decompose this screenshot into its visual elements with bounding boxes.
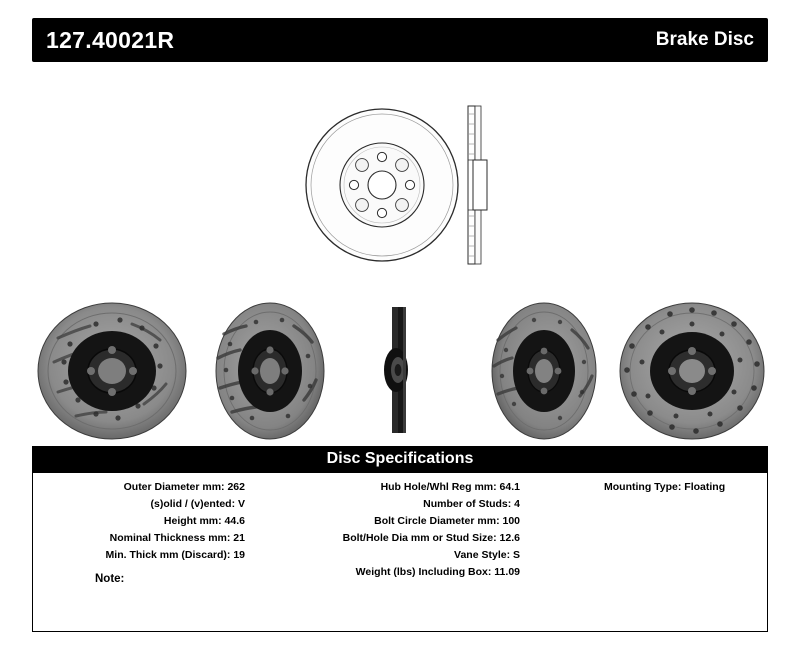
- spec-row: Bolt/Hole Dia mm or Stud Size: 12.6: [342, 532, 520, 544]
- spec-column-right: [548, 479, 769, 496]
- brake-disc-face-diagram: [305, 108, 460, 263]
- spec-row: Outer Diameter mm: 262: [123, 481, 245, 493]
- page-title: Brake Disc: [655, 29, 754, 50]
- brake-rotor-drilled-face-photo: [618, 300, 768, 442]
- spec-column-left: [33, 479, 283, 564]
- brake-rotor-rear-angled-photo: [480, 300, 612, 442]
- spec-row: Weight (lbs) Including Box: 11.09: [355, 566, 520, 578]
- spec-panel-title: Disc Specifications: [326, 450, 474, 467]
- spec-row: Hub Hole/Whl Reg mm: 64.1: [380, 481, 520, 493]
- brake-disc-section-diagram: [462, 104, 494, 266]
- part-number: 127.40021R: [46, 27, 175, 53]
- brake-rotor-drilled-slotted-angled-photo: [36, 300, 188, 442]
- spec-row: Mounting Type: Floating: [604, 481, 726, 493]
- spec-row: Vane Style: S: [454, 549, 520, 561]
- spec-row: Height mm: 44.6: [163, 515, 245, 527]
- brake-rotor-slotted-angled-photo: [200, 300, 340, 442]
- spec-row: (s)olid / (v)ented: V: [150, 498, 245, 510]
- spec-column-middle: [283, 479, 548, 581]
- brake-rotor-edge-photo: [370, 305, 430, 437]
- spec-row: Number of Studs: 4: [423, 498, 520, 510]
- spec-row: Bolt Circle Diameter mm: 100: [374, 515, 520, 527]
- disc-specifications-panel: [32, 446, 768, 632]
- spec-row: Nominal Thickness mm: 21: [109, 532, 245, 544]
- note-label: Note:: [95, 573, 125, 585]
- spec-row: Min. Thick mm (Discard): 19: [105, 549, 245, 561]
